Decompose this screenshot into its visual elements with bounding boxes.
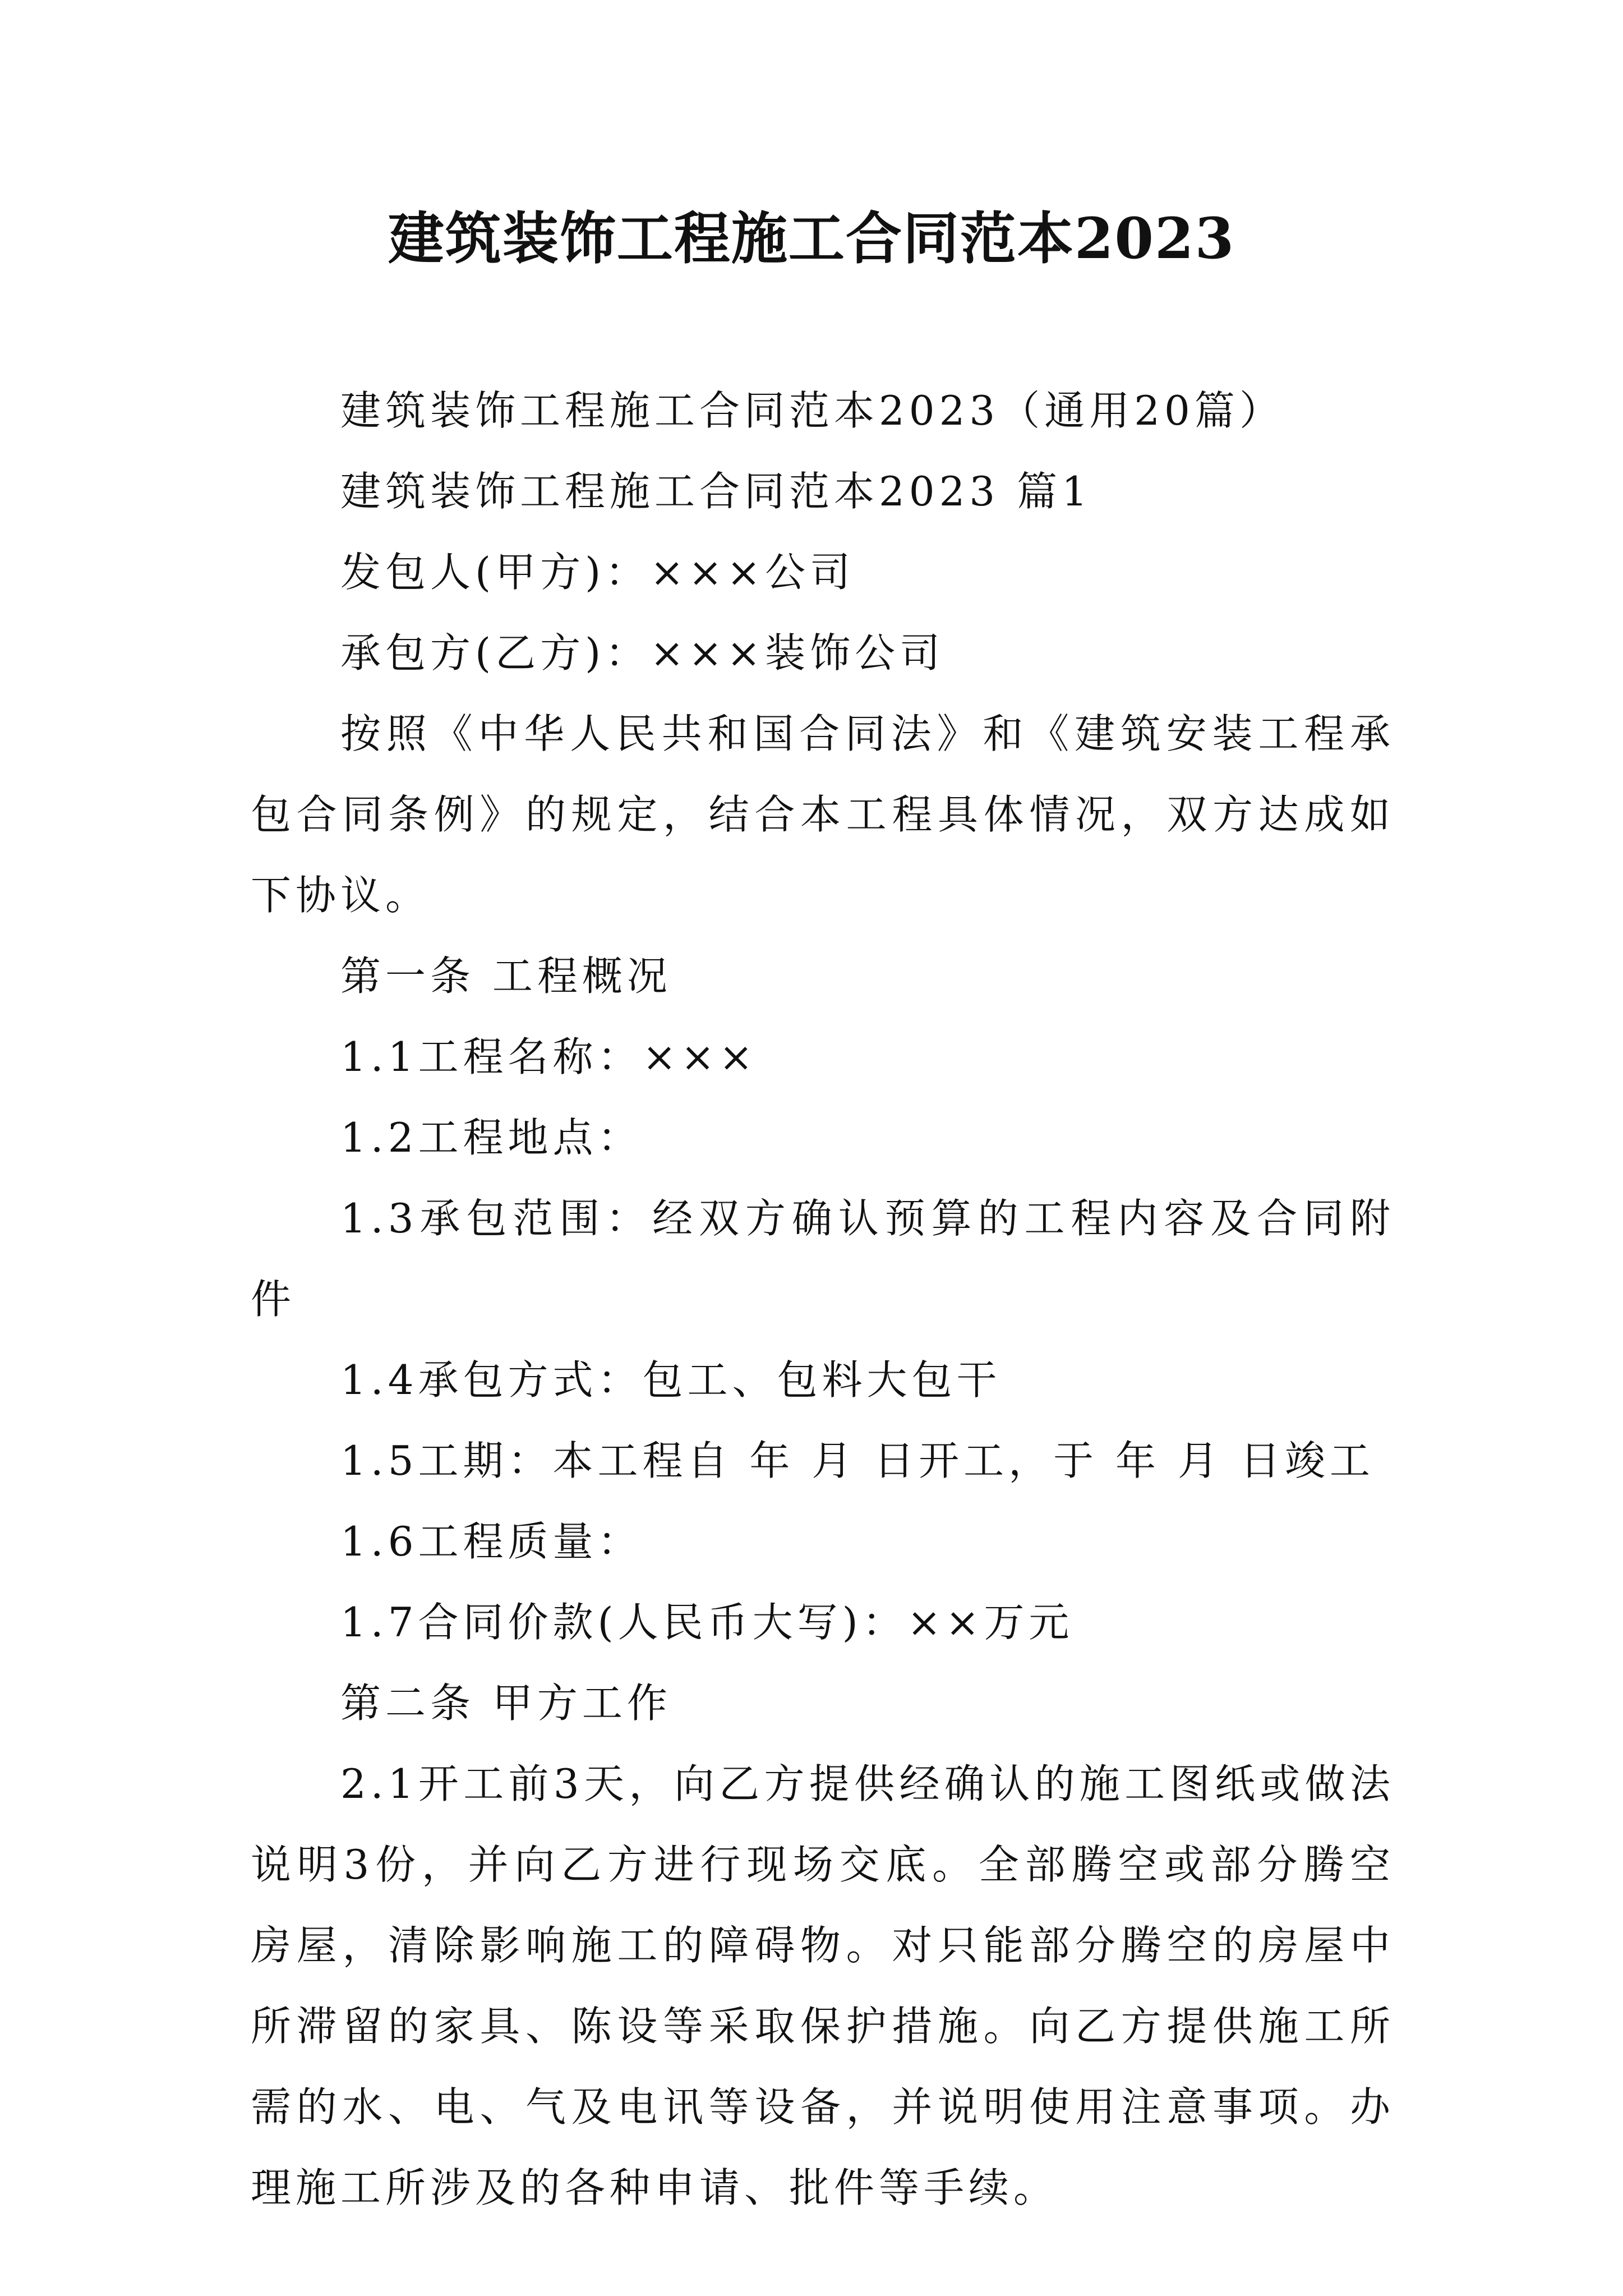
paragraph-article-1-heading: 第一条 工程概况: [340, 953, 672, 1000]
document-body: [251, 370, 1395, 2228]
paragraph-subtitle: 建筑装饰工程施工合同范本2023（通用20篇）: [340, 387, 1284, 434]
paragraph-1-6: 1.6工程质量：: [340, 1518, 643, 1565]
paragraph-1-3: 1.3承包范围：经双方确认预算的工程内容及合同附件: [251, 1195, 1395, 1323]
paragraph-1-5: 1.5工期：本工程自 年 月 日开工，于 年 月 日竣工: [340, 1437, 1375, 1484]
paragraph-party-b: 承包方(乙方)：×××装饰公司: [340, 629, 945, 677]
paragraph-section-heading: 建筑装饰工程施工合同范本2023 篇1: [340, 468, 1092, 515]
paragraph-1-4: 1.4承包方式：包工、包料大包干: [340, 1356, 1002, 1404]
paragraph-1-2: 1.2工程地点：: [340, 1114, 643, 1161]
paragraph-article-2-heading: 第二条 甲方工作: [340, 1680, 672, 1727]
document-title: 建筑装饰工程施工合同范本2023: [388, 205, 1235, 272]
paragraph-2-1: 2.1开工前3天，向乙方提供经确认的施工图纸或做法说明3份，并向乙方进行现场交底。全部腾空或部分腾空房屋，清除影响施工的障碍物。对只能部分腾空的房屋中所滞留的家具、陈设等采取保护措施。向乙方提供施工所需的水、电、气及电讯等设备，并说明使用注意事项。办理施工所涉及的各种申请、批件等手续。: [251, 1760, 1395, 2211]
paragraph-1-7: 1.7合同价款(人民币大写)：××万元: [340, 1599, 1074, 1646]
paragraph-preamble: 按照《中华人民共和国合同法》和《建筑安装工程承包合同条例》的规定，结合本工程具体情况，双方达成如下协议。: [251, 710, 1395, 919]
paragraph-1-1: 1.1工程名称：×××: [340, 1033, 758, 1080]
paragraph-party-a: 发包人(甲方)：×××公司: [340, 549, 855, 596]
